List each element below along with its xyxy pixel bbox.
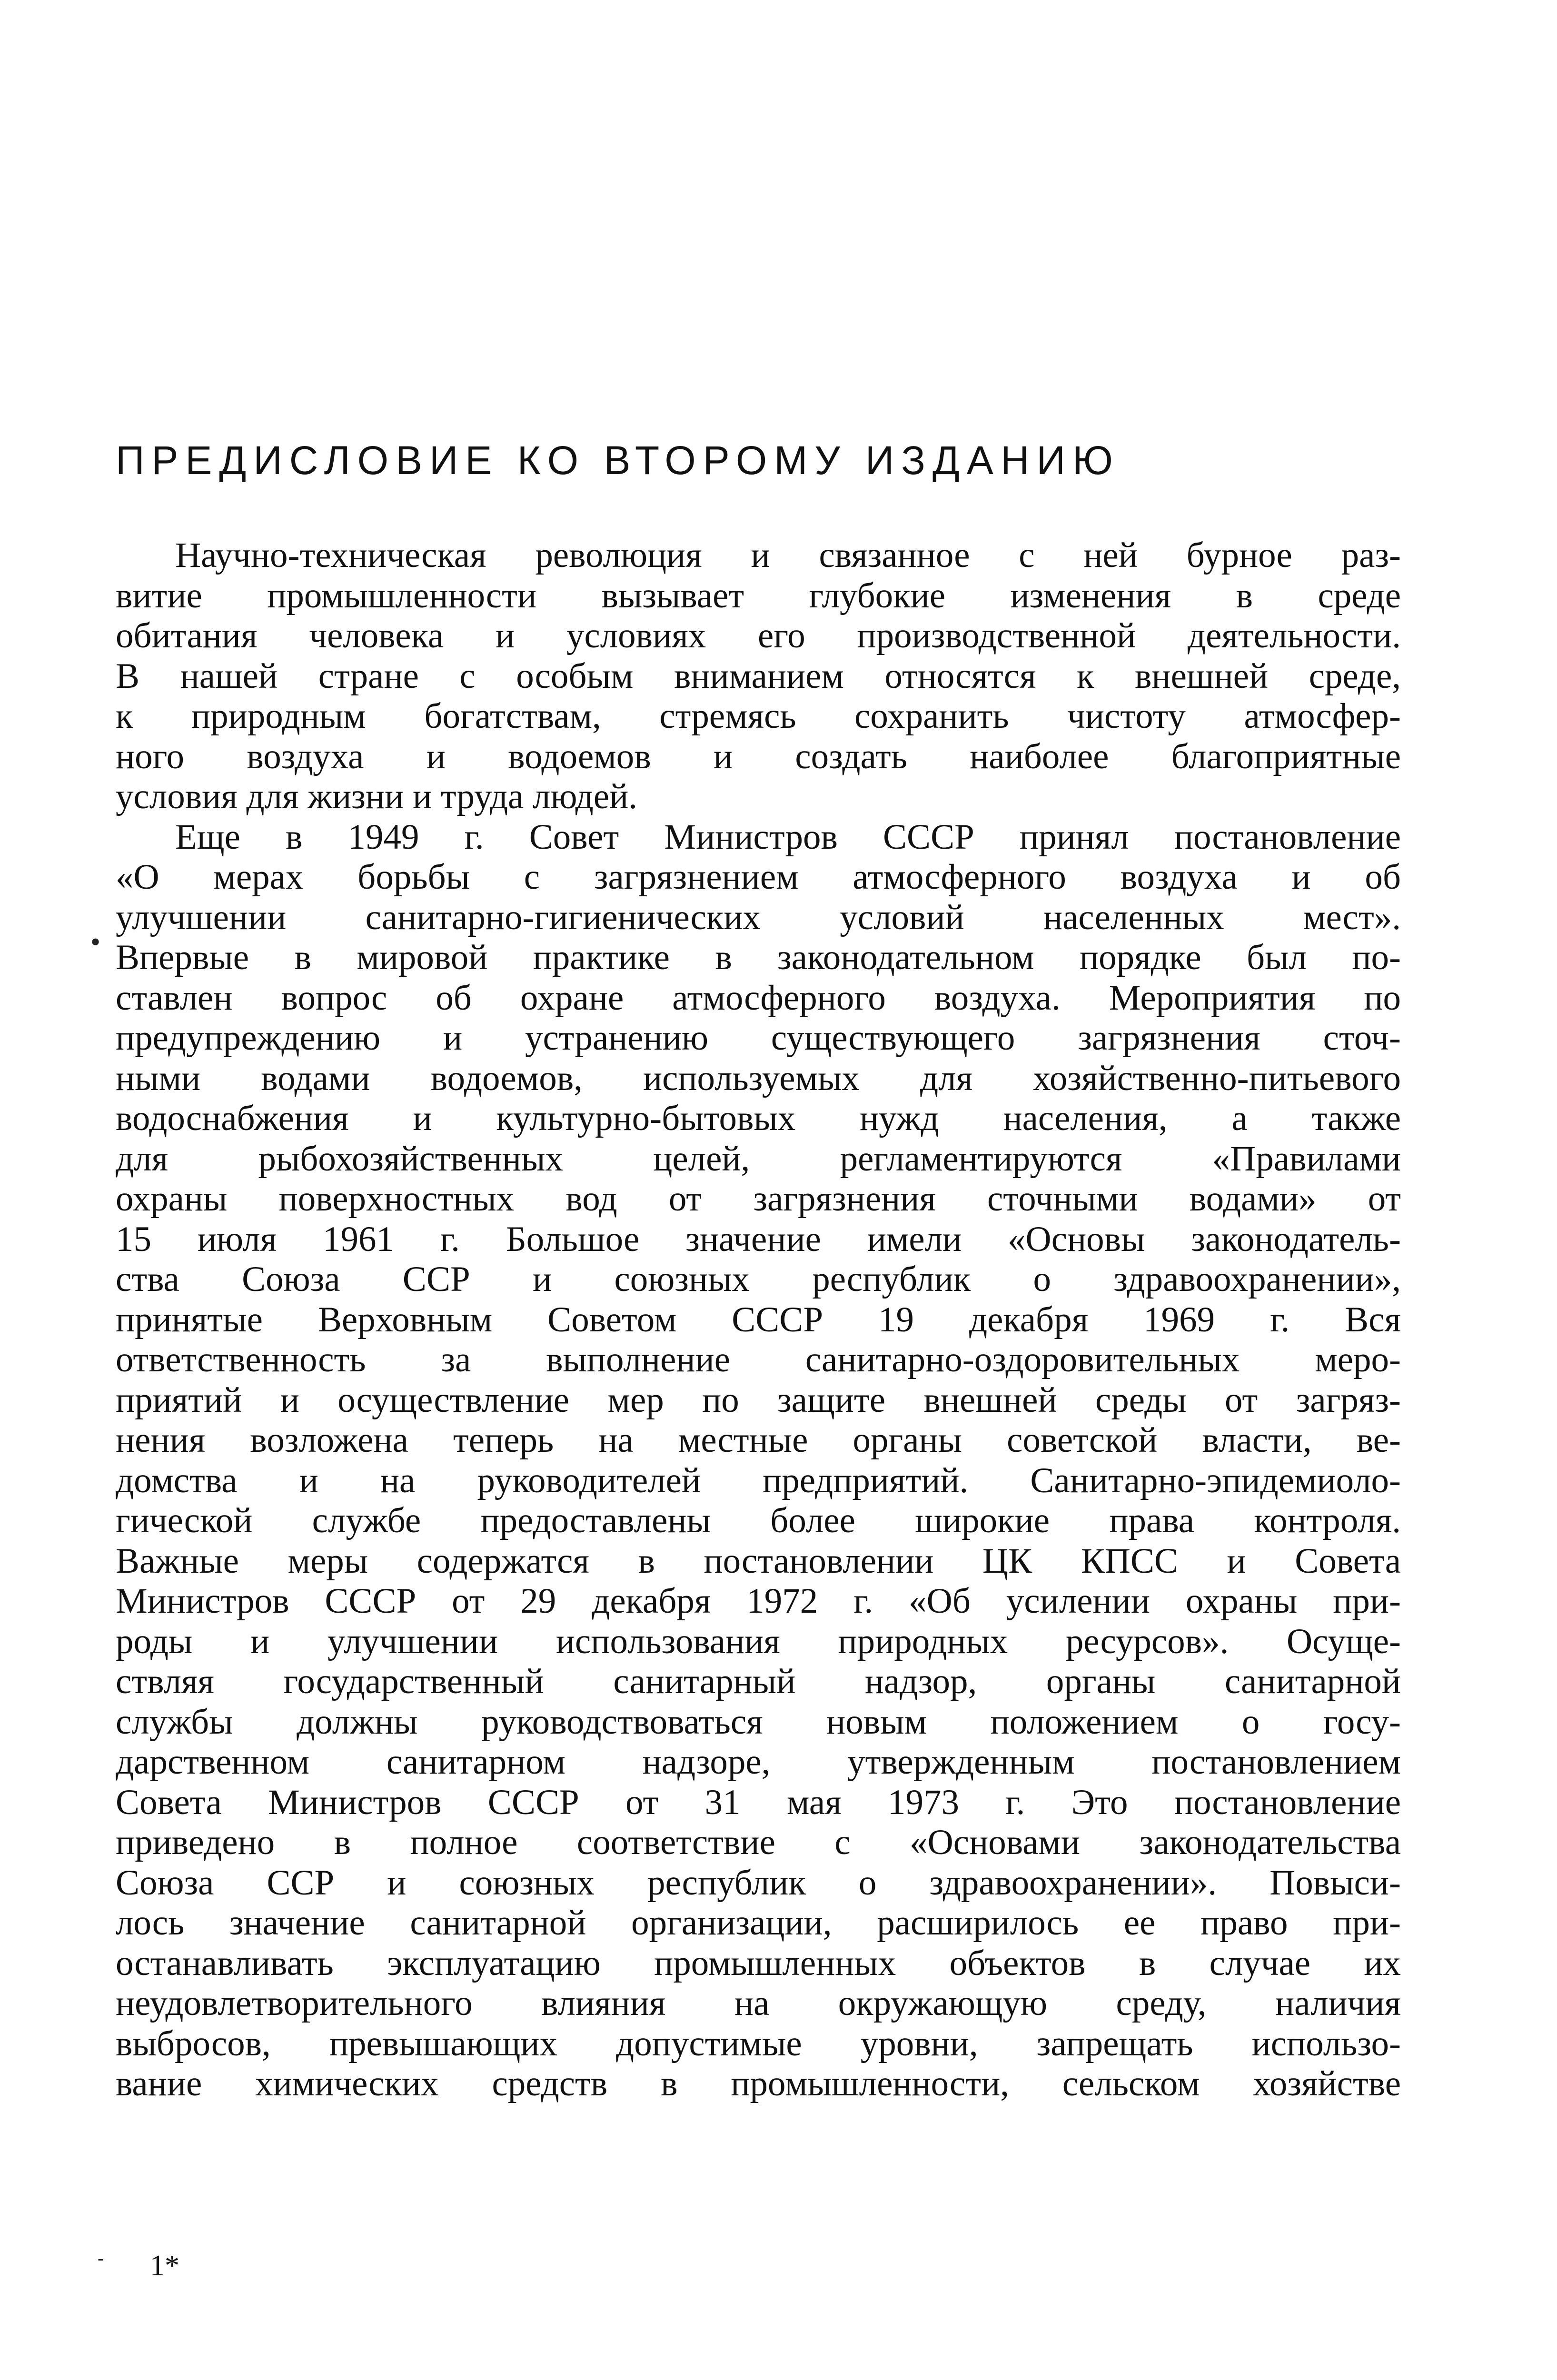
text-line: приятий и осуществление мер по защите внешней среды от загряз- [116,1380,1401,1420]
text-line: Впервые в мировой практике в законодательном порядке был по- [116,938,1401,977]
text-line: службы должны руководствоваться новым положением о госу- [116,1702,1401,1742]
text-line: 15 июля 1961 г. Большое значение имели «Основы законодатель- [116,1219,1401,1259]
paragraph-1 [116,536,1401,817]
text-line: роды и улучшении использования природных ресурсов». Осуще- [116,1621,1401,1661]
text-line: к природным богатствам, стремясь сохранить чистоту атмосфер- [116,696,1401,736]
text-line: нения возложена теперь на местные органы советской власти, ве- [116,1420,1401,1460]
text-line: гической службе предоставлены более широкие права контроля. [116,1501,1401,1540]
text-line: ствляя государственный санитарный надзор, органы санитарной [116,1662,1401,1701]
page-heading: ПРЕДИСЛОВИЕ КО ВТОРОМУ ИЗДАНИЮ [116,438,1120,483]
text-line: Союза ССР и союзных республик о здравоохранении». Повыси- [116,1863,1401,1903]
text-line: лось значение санитарной организации, расширилось ее право при- [116,1903,1401,1943]
text-line: выбросов, превышающих допустимые уровни, запрещать использо- [116,2023,1401,2063]
text-line: В нашей стране с особым вниманием относятся к внешней среде, [116,656,1401,696]
text-line: Министров СССР от 29 декабря 1972 г. «Об усилении охраны при- [116,1581,1401,1621]
text-line: охраны поверхностных вод от загрязнения сточными водами» от [116,1179,1401,1219]
text-line: предупреждению и устранению существующего загрязнения сточ- [116,1018,1401,1058]
text-line: Совета Министров СССР от 31 мая 1973 г. Это постановление [116,1782,1401,1822]
text-line: приведено в полное соответствие с «Основами законодательства [116,1823,1401,1862]
text-line: вание химических средств в промышленности, сельском хозяйстве [116,2064,1401,2103]
text-line: домства и на руководителей предприятий. Санитарно-эпидемиоло- [116,1460,1401,1500]
text-line: ставлен вопрос об охране атмосферного воздуха. Мероприятия по [116,978,1401,1018]
body-text [116,536,1401,2104]
text-line: улучшении санитарно-гигиенических условий населенных мест». [116,897,1401,937]
text-line: ными водами водоемов, используемых для хозяйственно-питьевого [116,1058,1401,1098]
text-line: для рыбохозяйственных целей, регламентируются «Правилами [116,1139,1401,1179]
text-line: ответственность за выполнение санитарно-оздоровительных меро- [116,1340,1401,1379]
margin-dot-mark: • [90,926,101,958]
text-line: водоснабжения и культурно-бытовых нужд населения, а также [116,1099,1401,1138]
text-line: принятые Верховным Советом СССР 19 декабря 1969 г. Вся [116,1299,1401,1339]
text-line: «О мерах борьбы с загрязнением атмосферного воздуха и об [116,857,1401,897]
margin-dash-mark: - [98,2247,104,2269]
text-line: дарственном санитарном надзоре, утвержденным постановлением [116,1742,1401,1782]
text-line: Научно-техническая революция и связанное с ней бурное раз- [175,536,1401,575]
signature-mark: 1* [150,2250,179,2282]
text-line: условия для жизни и труда людей. [116,777,637,816]
text-line: ного воздуха и водоемов и создать наиболее благоприятные [116,736,1401,776]
text-line: Еще в 1949 г. Совет Министров СССР принял постановление [175,817,1401,857]
text-line: останавливать эксплуатацию промышленных объектов в случае их [116,1943,1401,1983]
text-line: неудовлетворительного влияния на окружающую среду, наличия [116,1983,1401,2023]
text-line: витие промышленности вызывает глубокие изменения в среде [116,575,1401,615]
paragraph-2 [116,817,1401,2104]
text-line: ства Союза ССР и союзных республик о здравоохранении», [116,1259,1401,1299]
text-line: обитания человека и условиях его производственной деятельности. [116,616,1401,655]
text-line: Важные меры содержатся в постановлении ЦК КПСС и Совета [116,1541,1401,1581]
